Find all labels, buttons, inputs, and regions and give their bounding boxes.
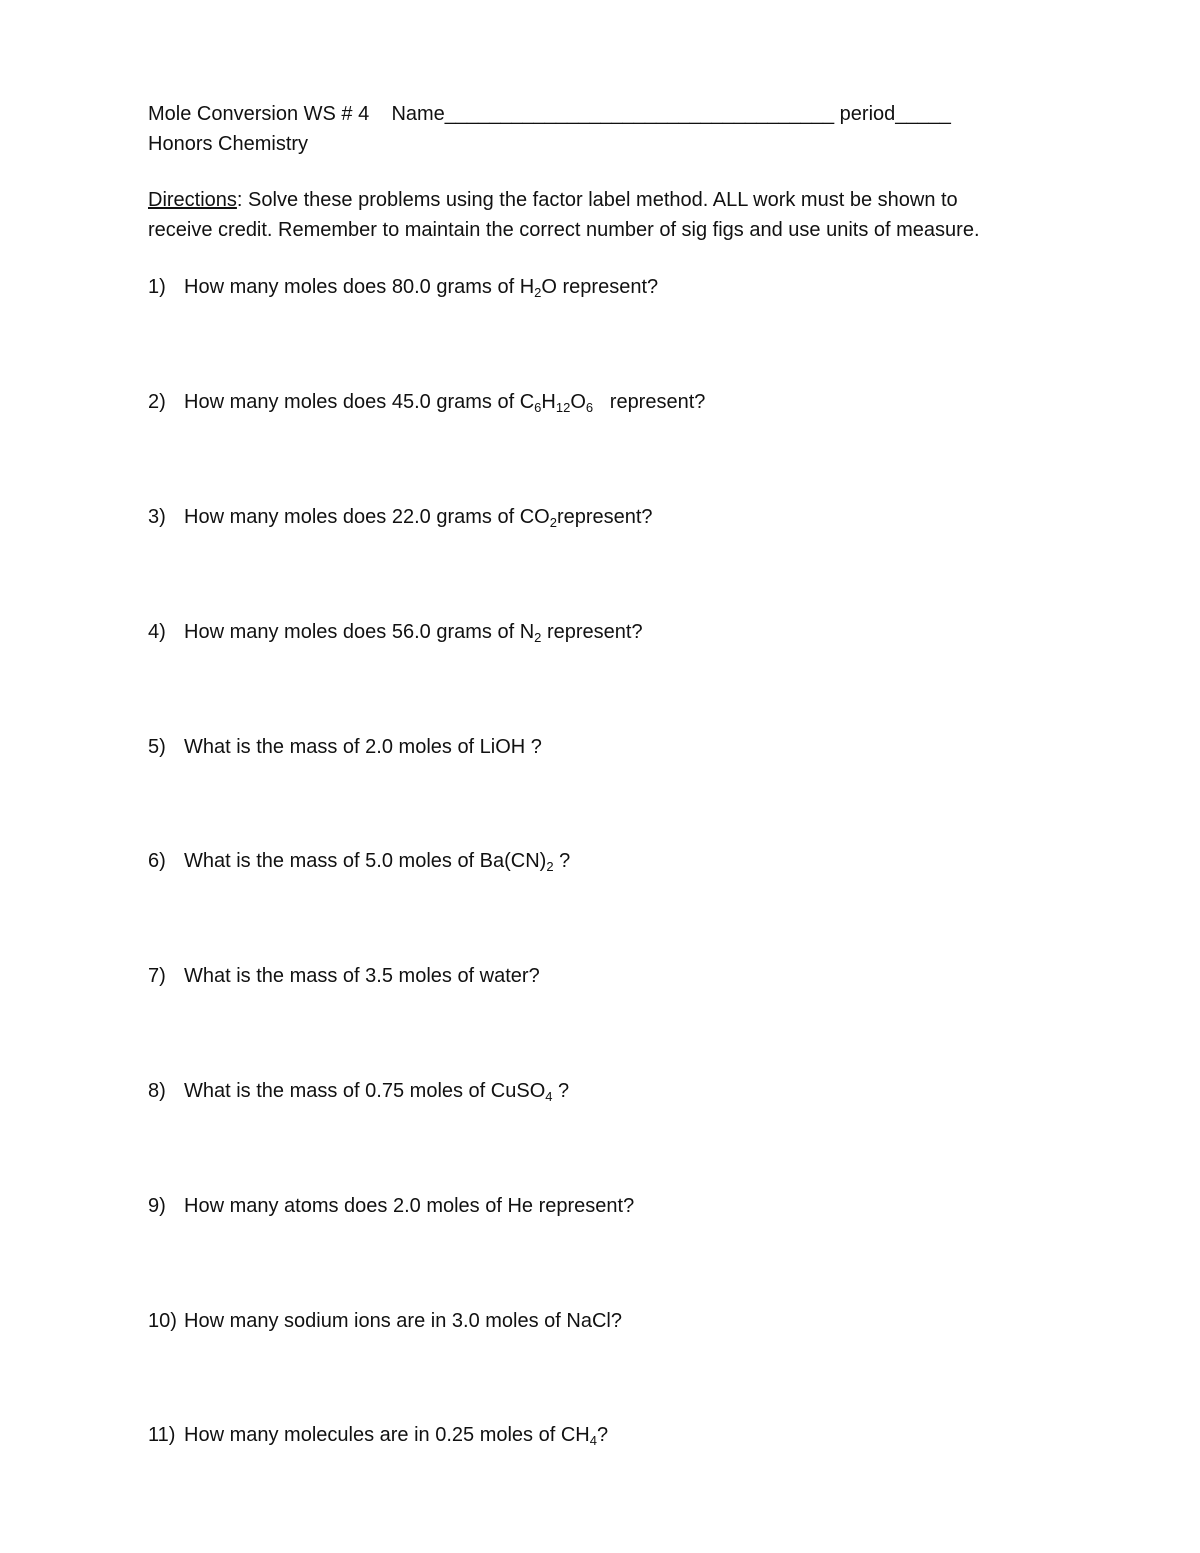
question-text: How many moles does 45.0 grams of C [184,391,535,413]
question-text: How many moles does 80.0 grams of H [184,276,535,298]
subscript: 6 [585,400,594,415]
question-text-cont: represent? [541,621,643,643]
question-4 [148,620,643,644]
question-5 [148,735,542,759]
question-text-cont: O represent? [541,276,659,298]
question-text-cont: H [541,391,556,413]
header-line [148,102,951,126]
question-number: 1) [148,276,166,298]
question-text: What is the mass of 5.0 moles of Ba(CN) [184,850,547,872]
question-number: 5) [148,736,166,758]
question-number: 3) [148,506,166,528]
directions-line-1 [148,188,958,212]
question-number: 2) [148,391,166,413]
question-text: What is the mass of 2.0 moles of LiOH ? [184,736,542,758]
question-9 [148,1194,634,1218]
question-text: How many moles does 22.0 grams of CO [184,506,550,528]
question-text-cont: represent? [556,506,653,528]
subscript: 4 [545,1089,553,1104]
question-number: 6) [148,850,166,872]
question-text: What is the mass of 0.75 moles of CuSO [184,1080,546,1102]
question-text-cont: O [570,391,586,413]
question-text-end: represent? [593,391,706,413]
subscript: 2 [534,630,542,645]
question-7 [148,964,540,988]
directions-label: Directions [148,189,237,211]
question-text: How many molecules are in 0.25 moles of CH [184,1424,590,1446]
question-number: 4) [148,621,166,643]
subscript: 6 [534,400,542,415]
course-name: Honors Chemistry [148,133,309,155]
question-text: How many moles does 56.0 grams of N [184,621,535,643]
subscript: 12 [555,400,571,415]
question-number: 8) [148,1080,166,1102]
question-11 [148,1423,608,1447]
question-1 [148,275,658,299]
question-number: 10) [148,1310,177,1332]
worksheet-title: Mole Conversion WS # 4 [148,103,370,125]
subscript: 2 [534,285,542,300]
question-text: How many atoms does 2.0 moles of He represent? [184,1195,635,1217]
question-text-cont: ? [596,1424,609,1446]
question-text-cont: ? [552,1080,570,1102]
name-field-label: Name___________________________________ [391,103,835,125]
question-6 [148,849,570,873]
question-number: 9) [148,1195,166,1217]
question-2 [148,390,705,414]
question-text: How many sodium ions are in 3.0 moles of NaCl? [184,1310,622,1332]
question-10 [148,1309,622,1333]
question-text: What is the mass of 3.5 moles of water? [184,965,540,987]
directions-text-1: : Solve these problems using the factor label method. ALL work must be shown to [236,189,958,211]
question-3 [148,505,653,529]
subscript: 4 [589,1433,597,1448]
subscript: 2 [546,859,554,874]
subscript: 2 [549,515,557,530]
question-8 [148,1079,569,1103]
question-number: 7) [148,965,166,987]
directions-line-2: receive credit. Remember to maintain the correct number of sig figs and use units of measure. [148,219,980,241]
period-field-label: period_____ [839,103,951,125]
question-text-cont: ? [553,850,571,872]
question-number: 11) [148,1424,176,1446]
